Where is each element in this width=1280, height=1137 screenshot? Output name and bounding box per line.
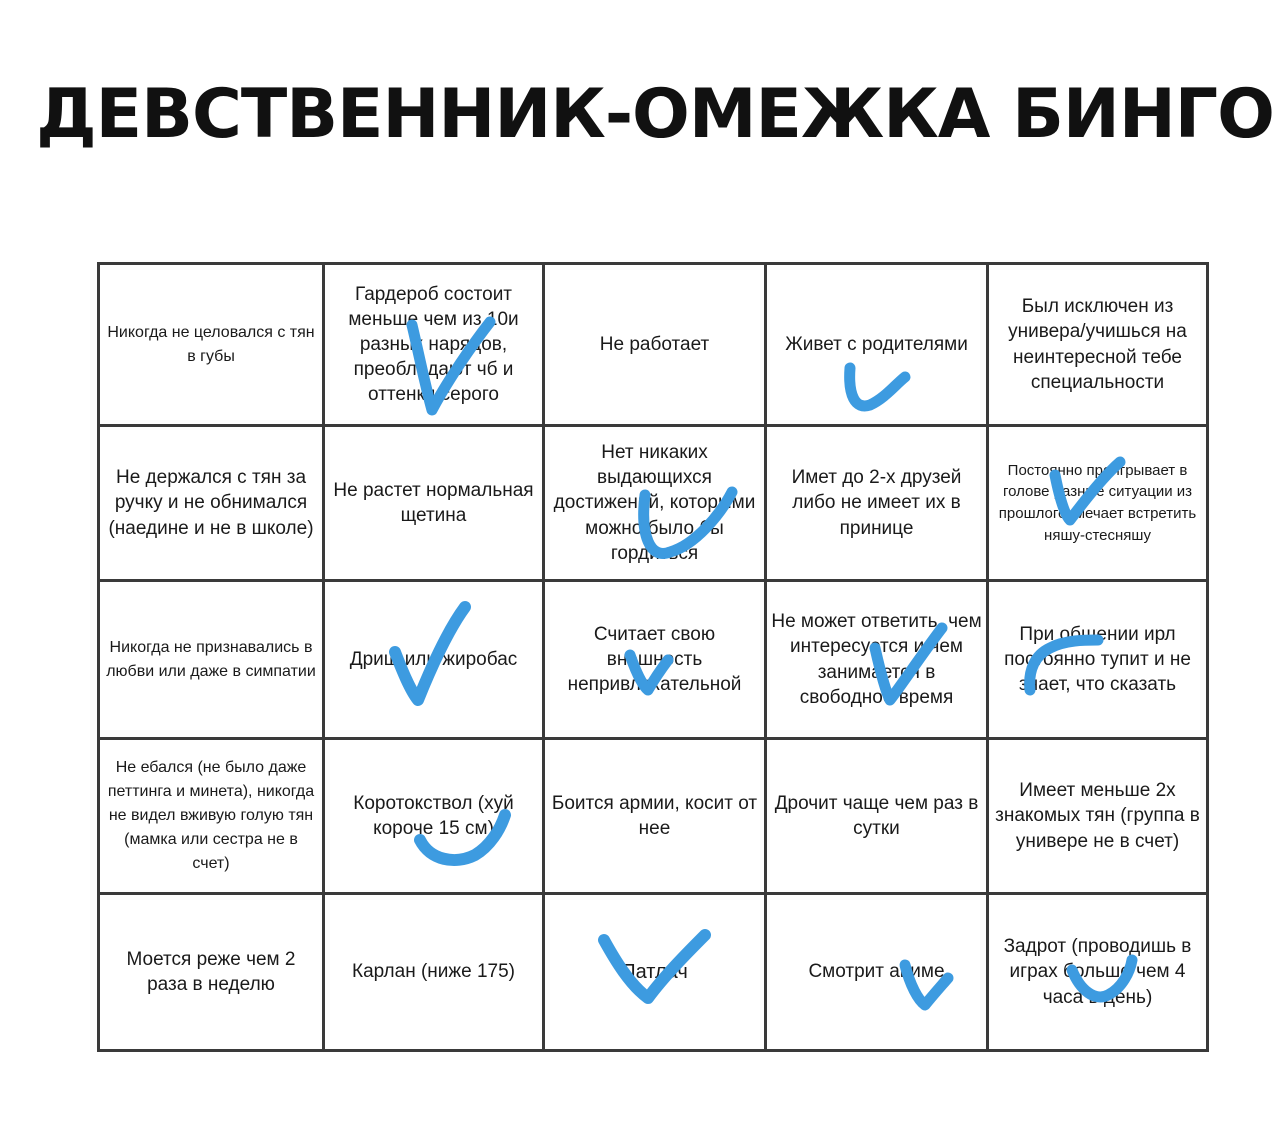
bingo-cell-text: Моется реже чем 2 раза в неделю — [126, 948, 296, 995]
page-title: ДЕВСТВЕННИК-ОМЕЖКА БИНГО — [36, 75, 1274, 154]
bingo-cell[interactable] — [989, 740, 1206, 895]
bingo-cell-text: Дрищ или жиробас — [349, 648, 518, 670]
bingo-cell-text: Никогда не признавались в любви или даже в симпатии — [106, 638, 316, 680]
bingo-cell[interactable] — [767, 895, 989, 1049]
bingo-cell-text: При общении ирл постоянно тупит и не знает, что сказать — [1004, 623, 1191, 696]
bingo-cell-text: Нет никаких выдающихся достижений, которыми можно было бы гордиться — [553, 442, 756, 564]
bingo-cell-text: Карлан (ниже 175) — [352, 961, 515, 983]
bingo-cell-text: Гардероб состоит меньше чем из 10и разных нарядов, преобладают чб и оттенки серого — [348, 283, 519, 406]
bingo-cell[interactable] — [989, 265, 1206, 427]
bingo-grid — [97, 262, 1209, 1052]
bingo-cell[interactable] — [100, 740, 325, 895]
bingo-cell[interactable] — [100, 427, 325, 582]
bingo-cell-text: Никогда не целовался с тян в губы — [107, 323, 315, 365]
bingo-cell-text: Был исключен из универа/учишься на неинтересной тебе специальности — [1008, 296, 1187, 393]
bingo-cell[interactable] — [325, 265, 545, 427]
bingo-cell-text: Постоянно проигрывает в голове разные ситуации из прошлого, мечает встретить няшу-стесняшу — [998, 461, 1197, 544]
bingo-cell-text: Коротокствол (хуй короче 15 см) — [353, 792, 514, 839]
bingo-cell-text: Патлач — [621, 960, 688, 983]
bingo-cell[interactable] — [545, 740, 767, 895]
bingo-cell-text: Живет с родителями — [785, 333, 968, 355]
bingo-cell[interactable] — [545, 427, 767, 582]
bingo-cell-text: Смотрит аниме — [808, 961, 945, 983]
bingo-cell-text: Имет до 2-х друзей либо не имеет их в принице — [791, 467, 962, 539]
bingo-cell-text: Дрочит чаще чем раз в сутки — [774, 792, 979, 839]
bingo-cell[interactable] — [100, 582, 325, 740]
bingo-cell[interactable] — [545, 265, 767, 427]
bingo-cell[interactable] — [767, 740, 989, 895]
bingo-cell-text: Не держался с тян за ручку и не обнимался (наедине и не в школе) — [108, 467, 314, 539]
bingo-cell-text: Не ебался (не было даже петтинга и минета), никогда не видел вживую голую тян (мамка или сестра не в счет) — [107, 759, 315, 872]
bingo-cell-text: Не работает — [599, 333, 710, 355]
bingo-cell[interactable] — [767, 427, 989, 582]
bingo-cell[interactable] — [325, 582, 545, 740]
bingo-cell[interactable] — [100, 895, 325, 1049]
bingo-cell-text: Задрот (проводишь в играх больше чем 4 часа в день) — [1003, 936, 1192, 1008]
bingo-cell[interactable] — [767, 582, 989, 740]
bingo-cell-text: Имеет меньше 2х знакомых тян (группа в универе не в счет) — [995, 780, 1200, 852]
bingo-cell[interactable] — [545, 895, 767, 1049]
bingo-cell[interactable] — [100, 265, 325, 427]
bingo-cell[interactable] — [989, 895, 1206, 1049]
bingo-cell[interactable] — [989, 427, 1206, 582]
bingo-cell[interactable] — [545, 582, 767, 740]
bingo-cell[interactable] — [989, 582, 1206, 740]
bingo-cell[interactable] — [767, 265, 989, 427]
bingo-cell[interactable] — [325, 427, 545, 582]
bingo-cell-text: Не растет нормальная щетина — [333, 479, 534, 526]
bingo-cell-text: Не может ответить, чем интересуется и чем занимается в свободное время — [771, 611, 982, 708]
bingo-cell-text: Боится армии, косит от нее — [551, 792, 758, 839]
bingo-cell[interactable] — [325, 895, 545, 1049]
bingo-cell-text: Считает свою внешность непривлекательной — [567, 623, 742, 696]
bingo-cell[interactable] — [325, 740, 545, 895]
